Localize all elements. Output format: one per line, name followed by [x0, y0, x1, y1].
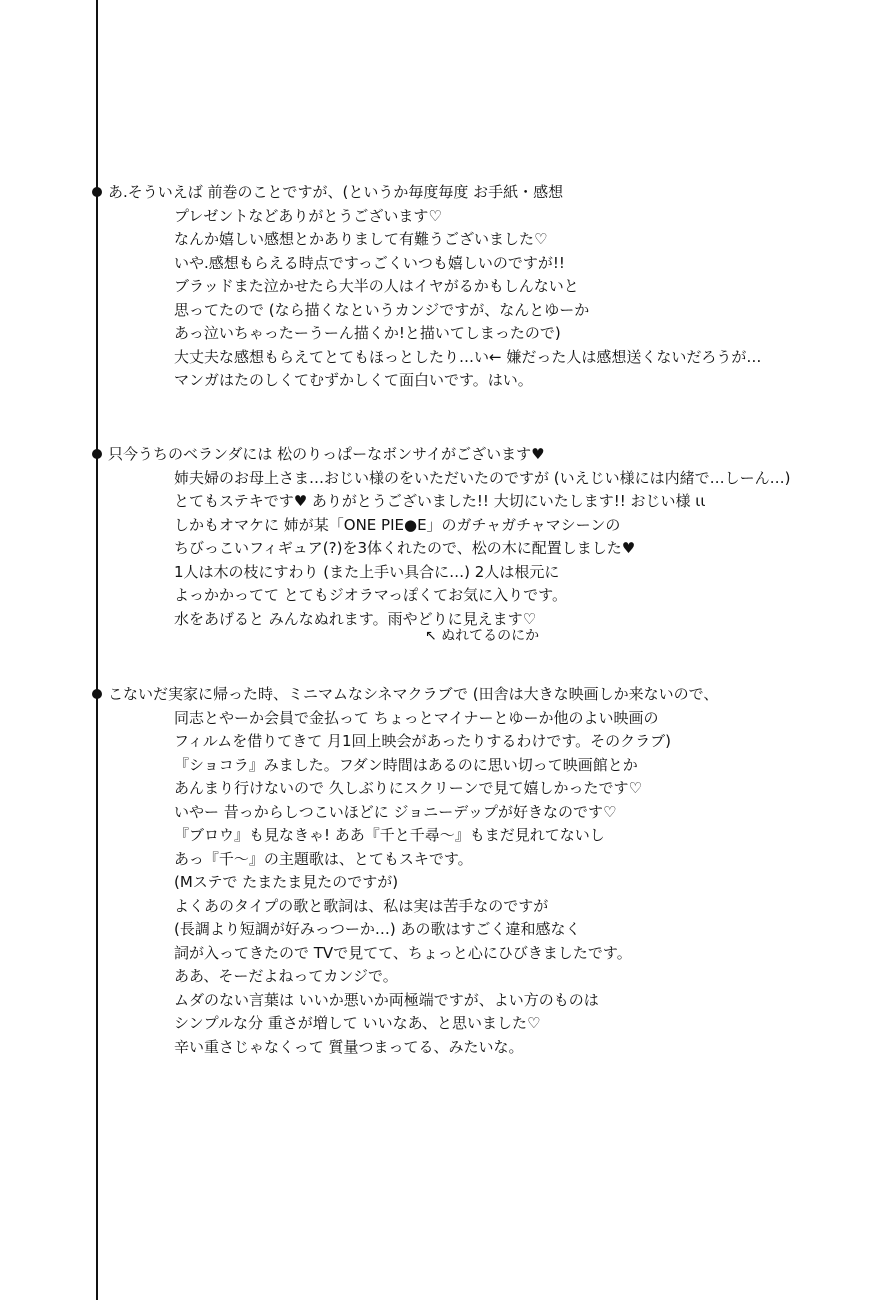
text-line: 只今うちのベランダには 松のりっぱーなボンサイがございます♥: [108, 445, 545, 463]
text-line: ちびっこいフィギュア(?)を3体くれたので、松の木に配置しました♥: [174, 539, 636, 557]
text-line: ブラッドまた泣かせたら大半の人はイヤがるかもしんないと: [174, 277, 579, 295]
text-line: よっかかってて とてもジオラマっぽくてお気に入りです。: [174, 586, 567, 604]
paragraph-thanks: [94, 181, 884, 393]
text-line: (長調より短調が好みっつーか…) あの歌はすごく違和感なく: [174, 920, 581, 938]
text-line: よくあのタイプの歌と歌詞は、私は実は苦手なのですが: [174, 896, 549, 915]
text-line: シンプルな分 重さが増して いいなあ、と思いました♡: [174, 1014, 541, 1032]
text-line: 詞が入ってきたので TVで見てて、ちょっと心にひびきましたです。: [174, 943, 632, 962]
text-line: いやー 昔っからしつこいほどに ジョニーデップが好きなのです♡: [174, 802, 617, 821]
text-line: いや.感想もらえる時点ですっごくいつも嬉しいのですが!!: [174, 253, 565, 272]
text-line: (Mステで たまたま見たのですが): [174, 873, 399, 891]
text-line: あっ泣いちゃったーうーん描くか!と描いてしまったので): [174, 324, 561, 342]
side-note: ↖ ぬれてるのにか: [425, 628, 540, 644]
text-line: しかもオマケに 姉が某「ONE PIE●E」のガチャガチャマシーンの: [174, 515, 621, 534]
text-line: マンガはたのしくてむずかしくて面白いです。はい。: [174, 371, 533, 389]
text-line: ムダのない言葉は いいか悪いか両極端ですが、よい方のものは: [174, 990, 599, 1009]
text-line: 思ってたので (なら描くなというカンジですが、なんとゆーか: [174, 300, 590, 319]
text-line: 1人は木の枝にすわり (また上手い具合に…) 2人は根元に: [174, 562, 560, 581]
text-line: 同志とやーか会員で金払って ちょっとマイナーとゆーか他のよい映画の: [174, 708, 659, 727]
text-line: 水をあげると みんなぬれます。雨やどりに見えます♡: [174, 609, 537, 628]
text-line: なんか嬉しい感想とかありまして有難うございました♡: [174, 230, 548, 248]
text-line: あんまり行けないので 久しぶりにスクリーンで見て嬉しかったです♡: [174, 779, 642, 797]
text-line: 辛い重さじゃなくって 質量つまってる、みたいな。: [174, 1037, 524, 1056]
text-line: フィルムを借りてきて 月1回上映会があったりするわけです。そのクラブ): [174, 732, 672, 750]
text-line: プレゼントなどありがとうございます♡: [174, 206, 442, 225]
paragraph-bonsai: [94, 443, 884, 631]
text-line: あ.そういえば 前巻のことですが、(というか毎度毎度 お手紙・感想: [108, 183, 564, 201]
text-line: 『ショコラ』みました。フダン時間はあるのに思い切って映画館とか: [174, 755, 638, 774]
text-line: 姉夫婦のお母上さま…おじい様のをいただいたのですが (いえじい様には内緒で…しーん…): [174, 468, 791, 487]
paragraph-cinema: [94, 683, 884, 1059]
text-line: あっ『千〜』の主題歌は、とてもスキです。: [174, 849, 473, 868]
text-line: こないだ実家に帰った時、ミニマムなシネマクラブで (田舎は大きな映画しか来ないので、: [108, 685, 719, 703]
text-line: 『ブロウ』も見なきゃ! ああ『千と千尋〜』もまだ見れてないし: [174, 826, 605, 844]
text-line: とてもステキです♥ ありがとうございました!! 大切にいたします!! おじい様 ιι: [174, 492, 706, 510]
text-line: ああ、そーだよねってカンジで。: [174, 967, 398, 985]
text-line: 大丈夫な感想もらえてとてもほっとしたり…い← 嫌だった人は感想送くないだろうが…: [174, 347, 762, 366]
